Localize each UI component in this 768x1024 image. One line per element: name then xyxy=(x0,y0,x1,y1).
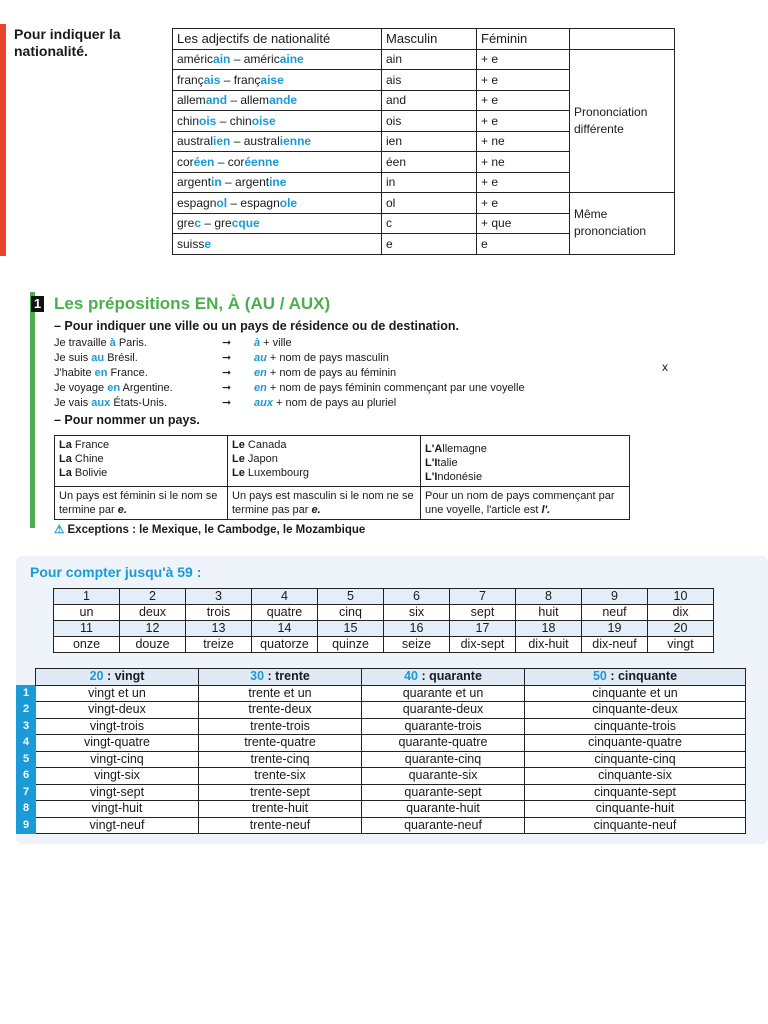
row-index: 7 xyxy=(17,784,36,801)
country-name: La France xyxy=(59,439,110,451)
separator: – xyxy=(221,175,236,190)
preposition-rule: au + nom de pays masculin xyxy=(254,352,389,364)
rule-preposition: au xyxy=(254,352,267,364)
masc-stem: améric xyxy=(177,52,214,67)
tens-number: 40 xyxy=(404,669,418,684)
number-cell: 7 xyxy=(450,589,516,605)
masc-ending: ois xyxy=(199,113,217,128)
country-article: La xyxy=(59,439,72,451)
separator: – xyxy=(216,113,230,128)
fem-stem: allem xyxy=(240,93,270,108)
number-cell: trois xyxy=(186,605,252,621)
vowel-countries-cell xyxy=(421,436,630,487)
number-cell: 1 xyxy=(54,589,120,605)
adjective-cell xyxy=(173,193,382,214)
number-cell: un xyxy=(54,605,120,621)
feminine-rule-cell: + e xyxy=(477,90,570,111)
masculine-ending-cell: éen xyxy=(382,152,477,173)
number-word-cell: cinquante-deux xyxy=(525,702,746,719)
table-row xyxy=(55,436,630,487)
number-cell: neuf xyxy=(582,605,648,621)
adjective-cell xyxy=(173,213,382,234)
table-row xyxy=(17,685,746,702)
masc-ending: ol xyxy=(216,195,228,210)
number-word-cell: cinquante-six xyxy=(525,768,746,785)
fem-ending: éenne xyxy=(244,154,280,169)
rule-preposition: à xyxy=(254,337,261,349)
adjective-cell xyxy=(173,152,382,173)
tens-number: 20 xyxy=(89,669,104,684)
number-cell: huit xyxy=(516,605,582,621)
example-sentence: Je vais aux États-Unis. xyxy=(54,397,168,409)
number-word-cell: trente-deux xyxy=(199,702,362,719)
feminine-rule-cell: + ne xyxy=(477,131,570,152)
tens-table xyxy=(16,668,746,834)
table-row xyxy=(54,605,714,621)
vowel-rule: Pour un nom de pays commençant par une voyelle, l'article est l'. xyxy=(421,487,630,520)
number-cell: 19 xyxy=(582,621,648,637)
tens-header xyxy=(199,669,362,686)
number-word-cell: vingt-six xyxy=(36,768,199,785)
number-cell: 10 xyxy=(648,589,714,605)
number-word-cell: quarante-quatre xyxy=(362,735,525,752)
number-cell: 18 xyxy=(516,621,582,637)
preposition-rule: en + nom de pays au féminin xyxy=(254,367,397,379)
number-cell: 2 xyxy=(120,589,186,605)
number-cell: onze xyxy=(54,637,120,653)
rule-preposition: aux xyxy=(254,397,273,409)
row-index: 4 xyxy=(17,735,36,752)
nationality-table xyxy=(172,28,675,255)
row-index: 2 xyxy=(17,702,36,719)
col-header-adjectives: Les adjectifs de nationalité xyxy=(173,29,382,50)
number-word-cell: trente-six xyxy=(199,768,362,785)
number-cell: 8 xyxy=(516,589,582,605)
number-word-cell: cinquante-huit xyxy=(525,801,746,818)
number-cell: 17 xyxy=(450,621,516,637)
feminine-rule-cell: + e xyxy=(477,172,570,193)
country-article: Le xyxy=(232,453,245,465)
exceptions-label: Exceptions : xyxy=(67,524,140,536)
masculine-ending-cell: in xyxy=(382,172,477,193)
tens-word: : quarante xyxy=(418,669,482,684)
country-name: La Chine xyxy=(59,453,104,465)
prepositions-subtitle-destination: – Pour indiquer une ville ou un pays de résidence ou de destination. xyxy=(54,319,459,333)
pronunciation-note-different: Prononciation différente xyxy=(570,49,675,193)
fem-ending: oise xyxy=(251,113,276,128)
country-article: L'I xyxy=(425,457,438,469)
preposition-highlight: en xyxy=(107,382,121,394)
masculine-ending-cell: ois xyxy=(382,111,477,132)
number-cell: seize xyxy=(384,637,450,653)
preposition-highlight: aux xyxy=(91,397,111,409)
table-row xyxy=(17,801,746,818)
fem-ending: cque xyxy=(231,216,260,231)
numbers-1-20-table xyxy=(53,588,714,653)
separator: – xyxy=(214,154,228,169)
row-index: 5 xyxy=(17,751,36,768)
masc-stem: franç xyxy=(177,72,204,87)
fem-stem: cor xyxy=(227,154,245,169)
masc-stem: gre xyxy=(177,216,195,231)
adjective-cell xyxy=(173,70,382,91)
col-header-feminine: Féminin xyxy=(477,29,570,50)
arrow-icon: ➞ xyxy=(222,367,232,379)
country-name: Le Canada xyxy=(232,439,287,451)
fem-stem: espagn xyxy=(240,195,280,210)
row-index: 9 xyxy=(17,817,36,834)
country-article: L'I xyxy=(425,471,438,483)
feminine-rule-cell: + que xyxy=(477,213,570,234)
number-word-cell: vingt-neuf xyxy=(36,817,199,834)
masc-stem: argent xyxy=(177,175,212,190)
nationality-rows xyxy=(173,49,675,254)
masculine-ending-cell: c xyxy=(382,213,477,234)
fem-stem: franç xyxy=(233,72,261,87)
feminine-rule-cell: + ne xyxy=(477,152,570,173)
feminine-countries-cell xyxy=(55,436,228,487)
number-word-cell: quarante-deux xyxy=(362,702,525,719)
number-cell: 5 xyxy=(318,589,384,605)
country-articles-table xyxy=(54,435,630,520)
number-word-cell: vingt et un xyxy=(36,685,199,702)
fem-stem: austral xyxy=(243,134,280,149)
number-cell: six xyxy=(384,605,450,621)
rule-preposition: en xyxy=(254,367,267,379)
country-article: La xyxy=(59,453,72,465)
number-word-cell: vingt-huit xyxy=(36,801,199,818)
col-header-masculine: Masculin xyxy=(382,29,477,50)
adjective-cell xyxy=(173,234,382,255)
counting-title: Pour compter jusqu'à 59 : xyxy=(30,564,202,580)
number-word-cell: cinquante-trois xyxy=(525,718,746,735)
adjective-cell xyxy=(173,49,382,70)
country-name: La Bolivie xyxy=(59,467,108,479)
number-word-cell: vingt-deux xyxy=(36,702,199,719)
masc-ending: e xyxy=(204,236,212,251)
feminine-rule: Un pays est féminin si le nom se termine par e. xyxy=(55,487,228,520)
feminine-rule-cell: + e xyxy=(477,193,570,214)
preposition-highlight: en xyxy=(94,367,108,379)
masc-ending: ien xyxy=(213,134,231,149)
fem-stem: améric xyxy=(243,52,280,67)
masc-ending: ais xyxy=(203,72,221,87)
example-sentence: Je voyage en Argentine. xyxy=(54,382,173,394)
number-cell: quinze xyxy=(318,637,384,653)
adjective-cell xyxy=(173,131,382,152)
tens-header xyxy=(525,669,746,686)
number-cell: 11 xyxy=(54,621,120,637)
stray-mark: x xyxy=(662,360,668,374)
nationality-section xyxy=(0,20,768,260)
masculine-ending-cell: ais xyxy=(382,70,477,91)
masc-stem: austral xyxy=(177,134,214,149)
number-cell: 9 xyxy=(582,589,648,605)
number-cell: treize xyxy=(186,637,252,653)
number-word-cell: trente et un xyxy=(199,685,362,702)
masc-ending: in xyxy=(211,175,222,190)
row-index: 3 xyxy=(17,718,36,735)
country-name: L'Allemagne xyxy=(425,443,487,455)
number-cell: dix-huit xyxy=(516,637,582,653)
tens-word: : cinquante xyxy=(606,669,678,684)
table-row xyxy=(55,487,630,520)
tens-number: 30 xyxy=(250,669,265,684)
masc-ending: c xyxy=(194,216,202,231)
section-number: 1 xyxy=(31,296,44,312)
table-row xyxy=(17,702,746,719)
number-cell: dix-sept xyxy=(450,637,516,653)
nationality-side-title: Pour indiquer la nationalité. xyxy=(14,26,121,59)
masc-stem: chin xyxy=(177,113,200,128)
tens-header xyxy=(362,669,525,686)
masc-ending: ain xyxy=(213,52,231,67)
section-accent-bar xyxy=(30,292,35,528)
fem-stem: chin xyxy=(229,113,252,128)
number-cell: 20 xyxy=(648,621,714,637)
table-row xyxy=(54,637,714,653)
number-cell: 16 xyxy=(384,621,450,637)
exceptions-text: le Mexique, le Cambodge, le Mozambique xyxy=(139,524,366,536)
adjective-cell xyxy=(173,111,382,132)
table-row xyxy=(54,589,714,605)
number-word-cell: trente-quatre xyxy=(199,735,362,752)
fem-ending: ienne xyxy=(279,134,312,149)
number-cell: cinq xyxy=(318,605,384,621)
table-row xyxy=(17,817,746,834)
adjective-cell xyxy=(173,172,382,193)
tens-header xyxy=(36,669,199,686)
fem-ending: aise xyxy=(260,72,284,87)
warning-icon: ⚠ xyxy=(54,524,65,536)
number-cell: douze xyxy=(120,637,186,653)
preposition-rule: à + ville xyxy=(254,337,292,349)
country-article: Le xyxy=(232,439,245,451)
fem-ending: ande xyxy=(269,93,298,108)
number-word-cell: cinquante-neuf xyxy=(525,817,746,834)
prepositions-subtitle-naming: – Pour nommer un pays. xyxy=(54,413,200,427)
number-cell: dix-neuf xyxy=(582,637,648,653)
table-header-row xyxy=(173,29,675,50)
masculine-ending-cell: and xyxy=(382,90,477,111)
masculine-countries-cell xyxy=(228,436,421,487)
nationality-row xyxy=(173,193,675,214)
masculine-ending-cell: ol xyxy=(382,193,477,214)
table-row xyxy=(17,735,746,752)
masculine-ending-cell: ain xyxy=(382,49,477,70)
arrow-icon: ➞ xyxy=(222,382,232,394)
fem-ending: aine xyxy=(279,52,304,67)
number-word-cell: quarante-cinq xyxy=(362,751,525,768)
feminine-rule-cell: e xyxy=(477,234,570,255)
number-word-cell: trente-huit xyxy=(199,801,362,818)
example-sentence: Je travaille à Paris. xyxy=(54,337,147,349)
fem-ending: ine xyxy=(269,175,287,190)
masculine-rule: Un pays est masculin si le nom ne se termine pas par e. xyxy=(228,487,421,520)
number-word-cell: cinquante et un xyxy=(525,685,746,702)
table-row xyxy=(54,621,714,637)
number-cell: 3 xyxy=(186,589,252,605)
number-word-cell: cinquante-sept xyxy=(525,784,746,801)
feminine-rule-cell: + e xyxy=(477,111,570,132)
row-index: 6 xyxy=(17,768,36,785)
fem-ending: ole xyxy=(279,195,298,210)
number-cell: sept xyxy=(450,605,516,621)
section-accent-bar xyxy=(0,24,6,256)
number-word-cell: vingt-quatre xyxy=(36,735,199,752)
feminine-rule-cell: + e xyxy=(477,49,570,70)
separator: – xyxy=(227,93,241,108)
number-word-cell: cinquante-quatre xyxy=(525,735,746,752)
table-row xyxy=(17,718,746,735)
example-sentence: J'habite en France. xyxy=(54,367,148,379)
row-index: 8 xyxy=(17,801,36,818)
number-word-cell: trente-neuf xyxy=(199,817,362,834)
adjective-cell xyxy=(173,90,382,111)
country-article: La xyxy=(59,467,72,479)
preposition-rule: en + nom de pays féminin commençant par une voyelle xyxy=(254,382,525,394)
number-cell: quatorze xyxy=(252,637,318,653)
masc-stem: allem xyxy=(177,93,206,108)
country-article: L'A xyxy=(425,443,443,455)
number-word-cell: vingt-sept xyxy=(36,784,199,801)
preposition-rule: aux + nom de pays au pluriel xyxy=(254,397,397,409)
arrow-icon: ➞ xyxy=(222,352,232,364)
masc-ending: éen xyxy=(193,154,215,169)
separator: – xyxy=(230,52,244,67)
number-cell: 13 xyxy=(186,621,252,637)
country-name: L'Italie xyxy=(425,457,458,469)
row-index: 1 xyxy=(17,685,36,702)
masculine-ending-cell: e xyxy=(382,234,477,255)
arrow-icon: ➞ xyxy=(222,337,232,349)
number-cell: deux xyxy=(120,605,186,621)
number-cell: 14 xyxy=(252,621,318,637)
number-word-cell: trente-sept xyxy=(199,784,362,801)
counting-section xyxy=(16,556,768,844)
preposition-highlight: au xyxy=(91,352,105,364)
example-sentence: Je suis au Brésil. xyxy=(54,352,138,364)
number-cell: 15 xyxy=(318,621,384,637)
number-word-cell: trente-cinq xyxy=(199,751,362,768)
number-word-cell: vingt-trois xyxy=(36,718,199,735)
country-name: L'Indonésie xyxy=(425,471,483,483)
fem-stem: gre xyxy=(214,216,232,231)
separator: – xyxy=(201,216,215,231)
number-cell: quatre xyxy=(252,605,318,621)
masculine-ending-cell: ien xyxy=(382,131,477,152)
nationality-row xyxy=(173,49,675,70)
number-word-cell: quarante et un xyxy=(362,685,525,702)
pronunciation-note-same: Même prononciation xyxy=(570,193,675,255)
feminine-rule-cell: + e xyxy=(477,70,570,91)
exceptions-line xyxy=(54,522,365,536)
fem-stem: argent xyxy=(235,175,270,190)
number-word-cell: quarante-neuf xyxy=(362,817,525,834)
masc-stem: espagn xyxy=(177,195,217,210)
arrow-icon: ➞ xyxy=(222,397,232,409)
tens-number: 50 xyxy=(592,669,607,684)
number-cell: vingt xyxy=(648,637,714,653)
masc-stem: cor xyxy=(177,154,194,169)
col-header-note xyxy=(570,29,675,50)
masc-ending: and xyxy=(205,93,228,108)
tens-word: : trente xyxy=(264,669,310,684)
table-row xyxy=(17,751,746,768)
table-row xyxy=(17,784,746,801)
number-cell: dix xyxy=(648,605,714,621)
number-word-cell: quarante-huit xyxy=(362,801,525,818)
country-article: Le xyxy=(232,467,245,479)
number-word-cell: trente-trois xyxy=(199,718,362,735)
prepositions-section xyxy=(30,292,640,542)
prepositions-title: Les prépositions EN, À (AU / AUX) xyxy=(54,294,331,313)
number-cell: 6 xyxy=(384,589,450,605)
number-word-cell: quarante-six xyxy=(362,768,525,785)
country-name: Le Japon xyxy=(232,453,278,465)
number-word-cell: vingt-cinq xyxy=(36,751,199,768)
separator: – xyxy=(230,134,244,149)
country-name: Le Luxembourg xyxy=(232,467,310,479)
number-cell: 4 xyxy=(252,589,318,605)
separator: – xyxy=(227,195,241,210)
rule-preposition: en xyxy=(254,382,267,394)
number-cell: 12 xyxy=(120,621,186,637)
masc-stem: suiss xyxy=(177,236,205,251)
table-row xyxy=(17,768,746,785)
number-word-cell: quarante-sept xyxy=(362,784,525,801)
number-word-cell: quarante-trois xyxy=(362,718,525,735)
tens-header-row xyxy=(17,669,746,686)
tens-word: : vingt xyxy=(103,669,145,684)
separator: – xyxy=(220,72,234,87)
number-word-cell: cinquante-cinq xyxy=(525,751,746,768)
preposition-highlight: à xyxy=(109,337,116,349)
